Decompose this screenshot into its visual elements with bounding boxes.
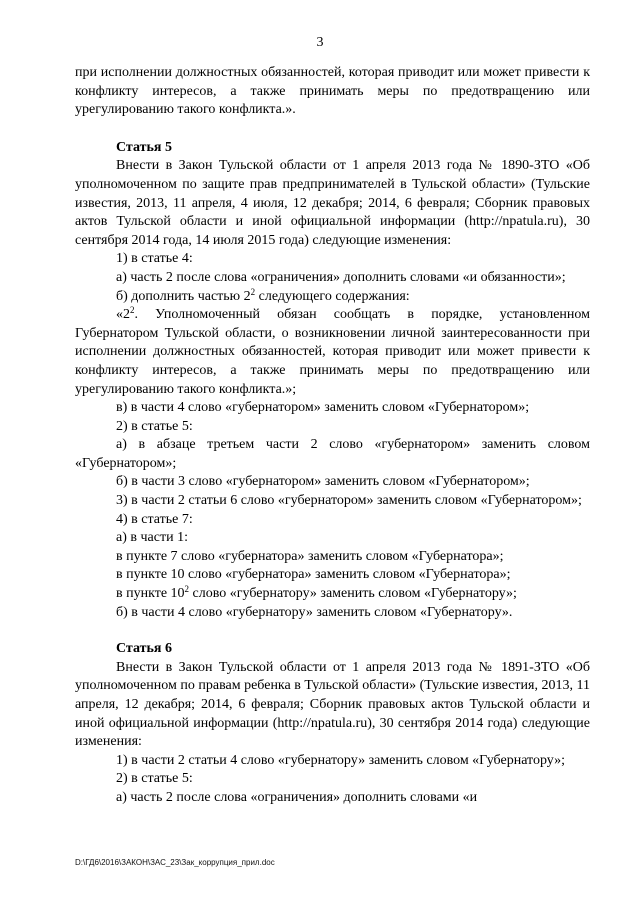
document-body [75, 64, 590, 808]
article-5-item-4a1: в пункте 7 слово «губернатора» заменить словом «Губернатора»; [116, 548, 504, 564]
item-4a3-text: в пункте 10 [116, 586, 185, 602]
article-6-item-2: 2) в статье 5: [116, 771, 193, 787]
item-1b-text: б) дополнить частью 2 [116, 288, 251, 304]
article-5-item-4a: а) в части 1: [116, 530, 188, 546]
article-5-heading: Статья 5 [116, 139, 172, 155]
article-5-item-2a: а) в абзаце третьем части 2 слово «губернатором» заменить словом «Губернатором»; [75, 437, 590, 471]
article-5-item-4: 4) в статье 7: [116, 511, 193, 527]
article-5-item-1b [75, 288, 590, 307]
article-5-item-1c: в) в части 4 слово «губернатором» заменить словом «Губернатором»; [116, 400, 530, 416]
article-5-item-4b: б) в части 4 слово «губернатору» заменить словом «Губернатору». [116, 604, 513, 620]
item-1b-text-end: следующего содержания: [255, 288, 410, 304]
intro-paragraph: при исполнении должностных обязанностей, которая приводит или может привести к конфликту интересов, а также принимать меры по предотвращению или урегулированию такого конфликта.». [75, 65, 590, 118]
article-5-lead: Внести в Закон Тульской области от 1 апреля 2013 года № 1890-ЗТО «Об уполномоченном по защите прав предпринимателей в Тульской области» (Тульские известия, 2013, 11 апреля, 4 июля, 12 декабря; 2014, 6 февраля; Сборник правовых актов Тульской области и иной официальной информации (http://npatula.ru), 30 сентября 2014 года, 14 июля 2015 года) следующие изменения: [75, 158, 590, 248]
item-4a3-text-end: слово «губернатору» заменить словом «Губернатору»; [189, 586, 517, 602]
quote-text: . Уполномоченный обязан сообщать в порядке, установленном Губернатором Тульской области, о возникновении личной заинтересованности при исполнении должностных обязанностей, которая приводит или может привести к конфликту интересов, а также принимать меры по предотвращению или урегулированию такого конфликта.»; [75, 307, 590, 397]
page-number: 3 [316, 35, 324, 50]
article-6-item-1: 1) в части 2 статьи 4 слово «губернатору» заменить словом «Губернатору»; [116, 752, 566, 768]
article-5-quote [75, 306, 590, 399]
file-path-footer: D:\ГД6\2016\ЗАКОН\ЗАС_23\Зак_коррупция_прил.doc [75, 858, 275, 867]
article-5-item-1a: а) часть 2 после слова «ограничения» дополнить словами «и обязанности»; [116, 269, 566, 285]
article-6-lead: Внести в Закон Тульской области от 1 апреля 2013 года № 1891-ЗТО «Об уполномоченном по правам ребенка в Тульской области» (Тульские известия, 2013, 11 апреля, 12 декабря; 2014, 6 февраля; Сборник правовых актов Тульской области и иной официальной информации (http://npatula.ru), 30 сентября 2014 года) следующие изменения: [75, 659, 590, 750]
article-5-item-4a2: в пункте 10 слово «губернатора» заменить словом «Губернатора»; [116, 567, 511, 583]
item-1b-sup: 2 [250, 286, 256, 297]
article-6-heading: Статья 6 [116, 641, 172, 657]
article-6-item-2a: а) часть 2 после слова «ограничения» дополнить словами «и [116, 789, 478, 805]
quote-start: «2 [116, 307, 130, 323]
item-4a3-sup: 2 [184, 584, 190, 595]
article-5-item-1: 1) в статье 4: [116, 251, 193, 267]
article-5-item-2b: б) в части 3 слово «губернатором» заменить словом «Губернатором»; [116, 474, 530, 490]
quote-sup: 2 [130, 305, 135, 316]
article-5-item-3: 3) в части 2 статьи 6 слово «губернатором» заменить словом «Губернатором»; [116, 493, 582, 509]
article-5-item-4a3 [75, 585, 590, 604]
article-5-item-2: 2) в статье 5: [116, 418, 193, 434]
